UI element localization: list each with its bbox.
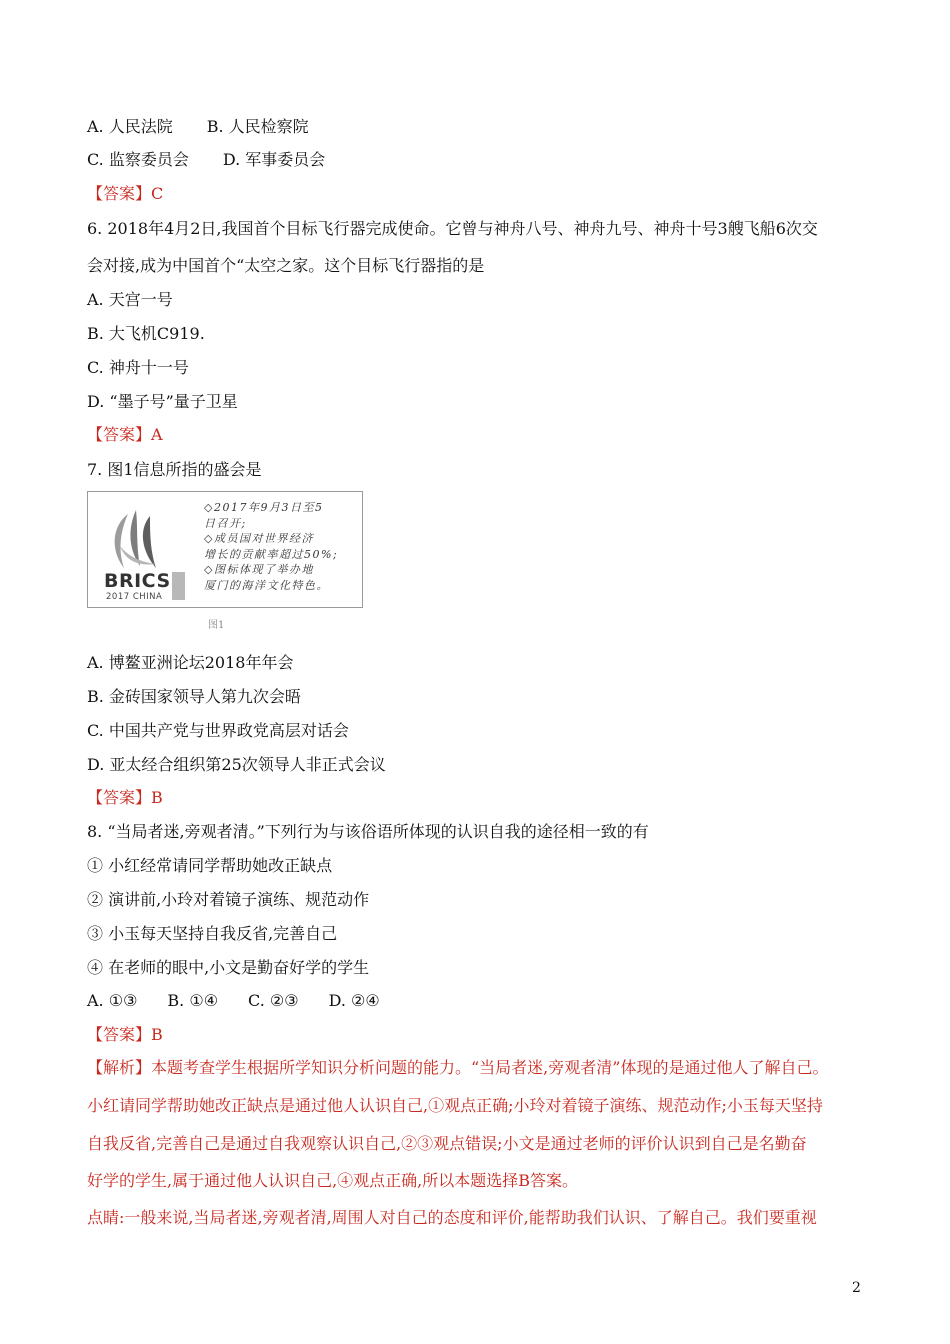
q5-option-c: C. 监察委员会 bbox=[87, 150, 189, 169]
q8-tip-line: 点睛:一般来说,当局者迷,旁观者清,周围人对自己的态度和评价,能帮助我们认识、了解自己。我们要重视 bbox=[87, 1208, 817, 1227]
figure-info-line: ◇2017年9月3日至5 bbox=[204, 501, 324, 514]
figure-caption: 图1 bbox=[208, 620, 225, 631]
q8-choice-d: D. ②④ bbox=[328, 991, 380, 1010]
q7-figure bbox=[87, 491, 363, 608]
q8-item-1: ① 小红经常请同学帮助她改正缺点 bbox=[87, 856, 333, 875]
q8-analysis-line: 【解析】本题考查学生根据所学知识分析问题的能力。“当局者迷,旁观者清”体现的是通过他人了解自己。 bbox=[87, 1058, 829, 1077]
q8-item-2: ② 演讲前,小玲对着镜子演练、规范动作 bbox=[87, 890, 370, 909]
q8-stem: 8. “当局者迷,旁观者清。”下列行为与该俗语所体现的认识自我的途径相一致的有 bbox=[87, 822, 649, 841]
figure-info-text bbox=[204, 500, 338, 593]
q6-option-a: A. 天宫一号 bbox=[87, 290, 173, 309]
q8-choice-a: A. ①③ bbox=[87, 991, 138, 1010]
q7-answer: 【答案】B bbox=[87, 788, 163, 807]
q8-answer: 【答案】B bbox=[87, 1025, 163, 1044]
q8-item-4: ④ 在老师的眼中,小文是勤奋好学的学生 bbox=[87, 958, 370, 977]
q6-option-b: B. 大飞机C919. bbox=[87, 324, 205, 343]
q8-choice-c: C. ②③ bbox=[248, 991, 299, 1010]
q8-choices bbox=[87, 991, 380, 1011]
q8-analysis-line: 小红请同学帮助她改正缺点是通过他人认识自己,①观点正确;小玲对着镜子演练、规范动作;小玉每天坚持 bbox=[87, 1096, 823, 1115]
figure-info-line: 厦门的海洋文化特色。 bbox=[204, 578, 329, 592]
q8-analysis-line: 自我反省,完善自己是通过自我观察认识自己,②③观点错误;小文是通过老师的评价认识到自己是名勤奋 bbox=[87, 1134, 807, 1153]
q5-option-b: B. 人民检察院 bbox=[206, 117, 309, 136]
q5-options-row2 bbox=[87, 150, 325, 170]
q5-options-row1 bbox=[87, 117, 309, 137]
q6-stem-line1: 6. 2018年4月2日,我国首个目标飞行器完成使命。它曾与神舟八号、神舟九号、神舟十号3艘飞船6次交 bbox=[87, 219, 818, 238]
q6-answer: 【答案】A bbox=[87, 425, 163, 444]
q8-choice-b: B. ①④ bbox=[167, 991, 219, 1010]
seal-icon bbox=[172, 572, 185, 600]
q7-option-a: A. 博鳌亚洲论坛2018年年会 bbox=[87, 653, 294, 672]
page-number: 2 bbox=[852, 1280, 861, 1296]
q5-option-a: A. 人民法院 bbox=[87, 117, 173, 136]
q8-item-3: ③ 小玉每天坚持自我反省,完善自己 bbox=[87, 924, 338, 943]
q7-option-c: C. 中国共产党与世界政党高层对话会 bbox=[87, 721, 349, 740]
q5-option-d: D. 军事委员会 bbox=[222, 150, 326, 169]
brics-logo-text: BRICS bbox=[104, 570, 171, 592]
figure-info-line: 增长的贡献率超过50%; bbox=[204, 547, 339, 561]
q6-stem-line2: 会对接,成为中国首个“太空之家。这个目标飞行器指的是 bbox=[87, 256, 485, 275]
figure-info-line: ◇成员国对世界经济 bbox=[204, 532, 314, 545]
q7-option-d: D. 亚太经合组织第25次领导人非正式会议 bbox=[87, 755, 386, 774]
q7-stem: 7. 图1信息所指的盛会是 bbox=[87, 460, 262, 479]
q6-option-d: D. “墨子号”量子卫星 bbox=[87, 392, 238, 411]
figure-info-line: 日召开; bbox=[204, 516, 247, 530]
figure-info-line: ◇图标体现了举办地 bbox=[204, 563, 314, 576]
q7-option-b: B. 金砖国家领导人第九次会晤 bbox=[87, 687, 301, 706]
q8-analysis-line: 好学的学生,属于通过他人认识自己,④观点正确,所以本题选择B答案。 bbox=[87, 1171, 579, 1190]
q5-answer: 【答案】C bbox=[87, 184, 164, 203]
q6-option-c: C. 神舟十一号 bbox=[87, 358, 189, 377]
brics-logo-subtext: 2017 CHINA bbox=[106, 592, 163, 602]
